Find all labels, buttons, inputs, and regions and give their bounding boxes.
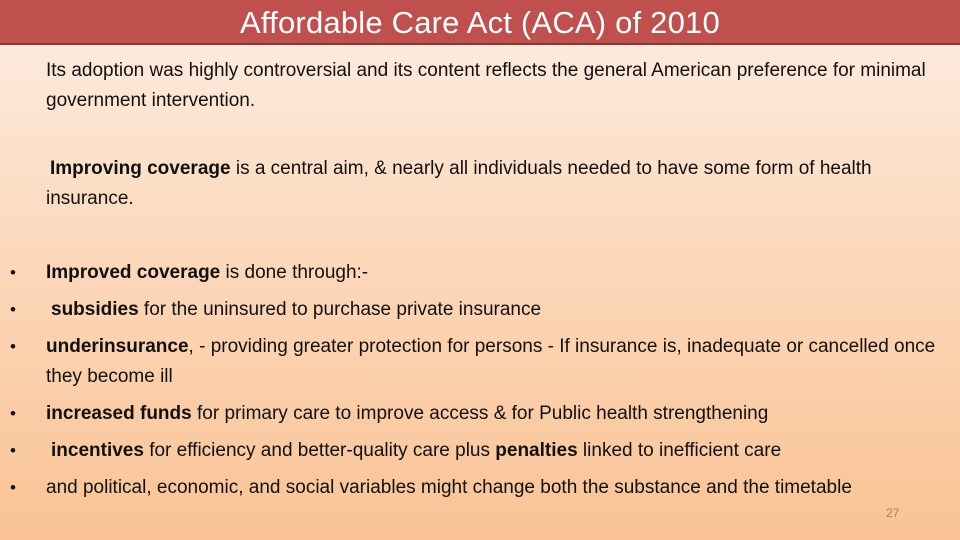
bullet-bold-penalties: penalties	[495, 440, 578, 461]
bullet-bold: incentives	[51, 440, 144, 461]
slide-title: Affordable Care Act (ACA) of 2010	[240, 5, 720, 40]
intro-paragraph-text: Its adoption was highly controversial and its content reflects the general American preference for minimal government intervention.	[46, 60, 926, 111]
bullet-bold: increased funds	[46, 403, 192, 424]
bullet-text: for the uninsured to purchase private insurance	[138, 299, 542, 320]
bullet-text: and political, economic, and social variables might change both the substance and the timetable	[46, 477, 852, 498]
bullet-item-incentives	[10, 436, 951, 466]
bullet-text: , - providing greater protection for persons - If insurance is, inadequate or cancelled once they become ill	[46, 336, 936, 387]
bullet-item-underinsurance	[10, 332, 951, 392]
bullet-bold: subsidies	[51, 299, 139, 320]
coverage-paragraph-lead: Improving coverage	[50, 158, 231, 179]
bullet-item-improved-coverage	[10, 258, 951, 288]
bullet-text: for primary care to improve access & for Public health strengthening	[191, 403, 769, 424]
bullet-icon: •	[10, 404, 16, 423]
bullet-bold: Improved coverage	[46, 262, 221, 283]
coverage-paragraph	[46, 154, 951, 214]
bullet-item-subsidies	[10, 295, 951, 325]
bullet-icon: •	[10, 441, 16, 460]
intro-paragraph	[46, 56, 951, 116]
bullet-text: is done through:-	[220, 262, 369, 283]
bullet-item-political-variables	[10, 473, 951, 503]
coverage-paragraph-text: is a central aim, & nearly all individuals needed to have some form of health insurance.	[46, 158, 872, 209]
bullet-bold: underinsurance	[46, 336, 189, 357]
bullet-icon: •	[10, 263, 16, 282]
bullet-icon: •	[10, 478, 16, 497]
bullet-icon: •	[10, 300, 16, 319]
page-number: 27	[886, 506, 900, 520]
bullet-item-increased-funds	[10, 399, 951, 429]
bullet-icon: •	[10, 337, 16, 356]
bullet-text: for efficiency and better-quality care plus	[143, 440, 496, 461]
bullet-text-2: linked to inefficient care	[577, 440, 782, 461]
title-bar	[0, 0, 960, 45]
